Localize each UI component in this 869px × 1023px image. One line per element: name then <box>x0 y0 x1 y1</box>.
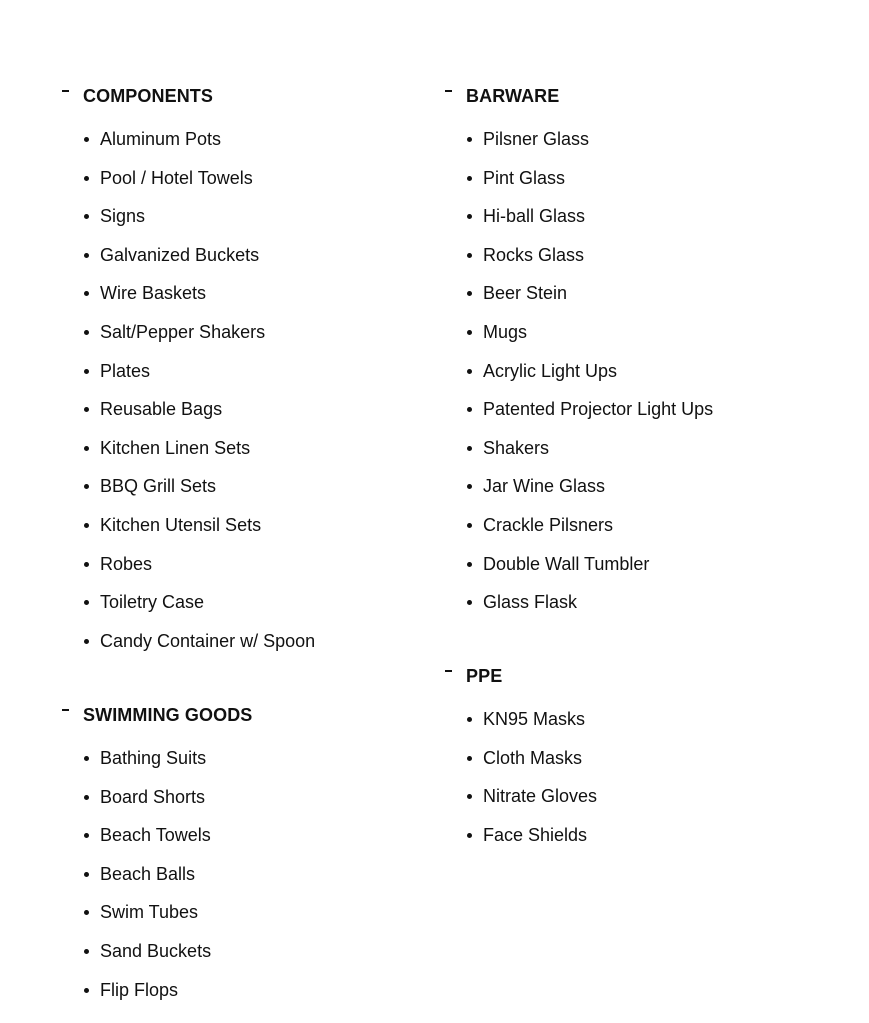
item-label: Hi-ball Glass <box>483 206 586 227</box>
bullet-icon <box>84 872 89 877</box>
bullet-icon <box>467 600 472 605</box>
bullet-icon <box>84 291 89 296</box>
bullet-icon <box>467 253 472 258</box>
item-label: Plates <box>100 360 151 381</box>
section-title: PPE <box>466 666 503 686</box>
item-label: Pilsner Glass <box>483 129 590 149</box>
dash-marker <box>62 90 69 92</box>
item-label: Salt/Pepper Shakers <box>100 321 266 342</box>
item-label: Pint Glass <box>483 167 566 188</box>
bullet-icon <box>84 176 89 181</box>
item-label: Cloth Masks <box>483 747 583 768</box>
item-label: Robes <box>100 553 153 574</box>
bullet-icon <box>84 407 89 412</box>
bullet-icon <box>467 717 472 722</box>
bullet-icon <box>467 446 472 451</box>
bullet-icon <box>467 291 472 296</box>
bullet-icon <box>84 446 89 451</box>
item-label: Mugs <box>483 321 528 342</box>
dash-marker <box>445 670 452 672</box>
item-label: Nitrate Gloves <box>483 786 598 807</box>
item-label: Beer Stein <box>483 283 568 304</box>
item-label: Toiletry Case <box>100 592 205 613</box>
item-label: Double Wall Tumbler <box>483 553 650 574</box>
bullet-icon <box>84 253 89 258</box>
item-label: Jar Wine Glass <box>483 476 606 497</box>
item-label: Bathing Suits <box>100 748 207 768</box>
bullet-icon <box>84 369 89 374</box>
bullet-icon <box>467 562 472 567</box>
item-label: BBQ Grill Sets <box>100 476 217 497</box>
item-label: Galvanized Buckets <box>100 244 260 265</box>
section-title: BARWARE <box>466 86 560 106</box>
bullet-icon <box>84 523 89 528</box>
item-label: Shakers <box>483 437 550 458</box>
item-label: Patented Projector Light Ups <box>483 399 714 420</box>
item-label: Aluminum Pots <box>100 129 222 149</box>
bullet-icon <box>84 756 89 761</box>
bullet-icon <box>84 910 89 915</box>
item-label: Glass Flask <box>483 592 578 613</box>
bullet-icon <box>467 407 472 412</box>
item-label: Flip Flops <box>100 979 179 1000</box>
item-label: Pool / Hotel Towels <box>100 167 253 188</box>
bullet-icon <box>84 137 89 142</box>
bullet-icon <box>467 330 472 335</box>
bullet-icon <box>467 176 472 181</box>
bullet-icon <box>467 523 472 528</box>
item-label: Signs <box>100 206 146 227</box>
item-label: Candy Container w/ Spoon <box>100 630 316 651</box>
bullet-icon <box>467 484 472 489</box>
bullet-icon <box>84 600 89 605</box>
item-label: Reusable Bags <box>100 399 223 420</box>
section-title: COMPONENTS <box>83 86 214 106</box>
bullet-icon <box>84 484 89 489</box>
dash-marker <box>62 709 69 711</box>
item-label: Beach Towels <box>100 825 211 846</box>
bullet-icon <box>84 214 89 219</box>
bullet-icon <box>84 330 89 335</box>
item-label: Face Shields <box>483 824 588 845</box>
item-label: KN95 Masks <box>483 709 586 729</box>
item-label: Kitchen Utensil Sets <box>100 514 262 535</box>
item-label: Swim Tubes <box>100 902 199 923</box>
bullet-icon <box>84 639 89 644</box>
item-label: Kitchen Linen Sets <box>100 437 251 458</box>
bullet-icon <box>84 833 89 838</box>
dash-marker <box>445 90 452 92</box>
item-label: Sand Buckets <box>100 940 212 961</box>
item-label: Wire Baskets <box>100 283 207 304</box>
bullet-icon <box>467 369 472 374</box>
bullet-icon <box>84 949 89 954</box>
item-label: Board Shorts <box>100 786 206 807</box>
bullet-icon <box>467 794 472 799</box>
bullet-icon <box>467 214 472 219</box>
item-label: Acrylic Light Ups <box>483 360 618 381</box>
section-title: SWIMMING GOODS <box>83 705 253 725</box>
item-label: Crackle Pilsners <box>483 514 614 535</box>
bullet-icon <box>467 833 472 838</box>
bullet-icon <box>84 562 89 567</box>
bullet-icon <box>467 756 472 761</box>
bullet-icon <box>467 137 472 142</box>
bullet-icon <box>84 795 89 800</box>
item-label: Beach Balls <box>100 863 196 884</box>
bullet-icon <box>84 988 89 993</box>
item-label: Rocks Glass <box>483 244 585 265</box>
